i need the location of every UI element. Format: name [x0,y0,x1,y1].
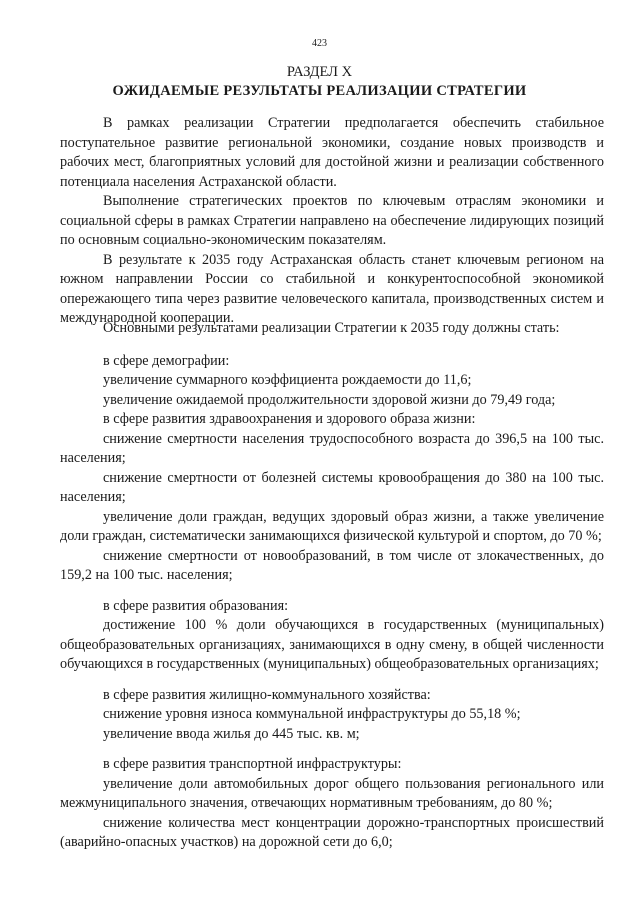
results-heading: в сфере развития транспортной инфраструктуры: [103,756,402,772]
intro-paragraph: В рамках реализации Стратегии предполагается обеспечить стабильное поступательное развитие региональной экономики, создание новых производств и рабочих мест, благоприятных условий для достойной жизни и реализации собственного потенциала населения Астраханской области. [60,115,604,190]
results-heading: в сфере развития здравоохранения и здорового образа жизни: [103,411,476,427]
result-item: снижение смертности от болезней системы кровообращения до 380 на 100 тыс. населения; [60,469,604,505]
result-item: снижение уровня износа коммунальной инфраструктуры до 55,18 %; [103,706,521,722]
result-item: увеличение доли граждан, ведущих здоровый образ жизни, а также увеличение доли граждан, систематически занимающихся физической культурой и спортом, до 70 %; [60,508,604,544]
result-item: увеличение ожидаемой продолжительности здоровой жизни до 79,49 года; [103,391,556,408]
results-heading: в сфере развития образования: [103,597,289,614]
results-heading: в сфере демографии: [103,352,230,369]
results-heading: в сфере развития жилищно-коммунального хозяйства: [103,686,431,703]
results-lead: Основными результатами реализации Стратегии к 2035 году должны стать: [103,320,560,336]
results-block [60,319,604,853]
result-item: увеличение доли автомобильных дорог общего пользования регионального или межмуниципального значения, отвечающих нормативным требованиям, до 80 %; [60,775,604,811]
intro-block [60,114,604,329]
result-item: снижение смертности населения трудоспособного возраста до 396,5 на 100 тыс. населения; [60,430,604,466]
result-item: увеличение суммарного коэффициента рождаемости до 11,6; [103,372,472,388]
intro-paragraph: Выполнение стратегических проектов по ключевым отраслям экономики и социальной сферы в рамках Стратегии направлено на обеспечение лидирующих позиций по основным социально-экономическим показателям. [60,193,604,248]
result-item: снижение количества мест концентрации дорожно-транспортных происшествий (аварийно-опасных участков) на дорожной сети до 6,0; [60,814,604,850]
result-item: достижение 100 % доли обучающихся в государственных (муниципальных) общеобразовательных организациях, занимающихся в одну смену, в общей численности обучающихся в государственных (муниципальных) общеобразовательных организациях; [60,617,604,672]
section-label: РАЗДЕЛ X [286,64,353,80]
page-number: 423 [312,38,327,49]
result-item: увеличение ввода жилья до 445 тыс. кв. м; [103,725,360,742]
section-title: ОЖИДАЕМЫЕ РЕЗУЛЬТАТЫ РЕАЛИЗАЦИИ СТРАТЕГИИ [112,83,527,99]
result-item: снижение смертности от новообразований, в том числе от злокачественных, до 159,2 на 100 тыс. населения; [60,547,604,583]
intro-paragraph: В результате к 2035 году Астраханская область станет ключевым регионом на южном направлении России со стабильной и конкурентоспособной экономикой опережающего типа через развитие человеческого капитала, производственных систем и международной кооперации. [60,251,604,326]
